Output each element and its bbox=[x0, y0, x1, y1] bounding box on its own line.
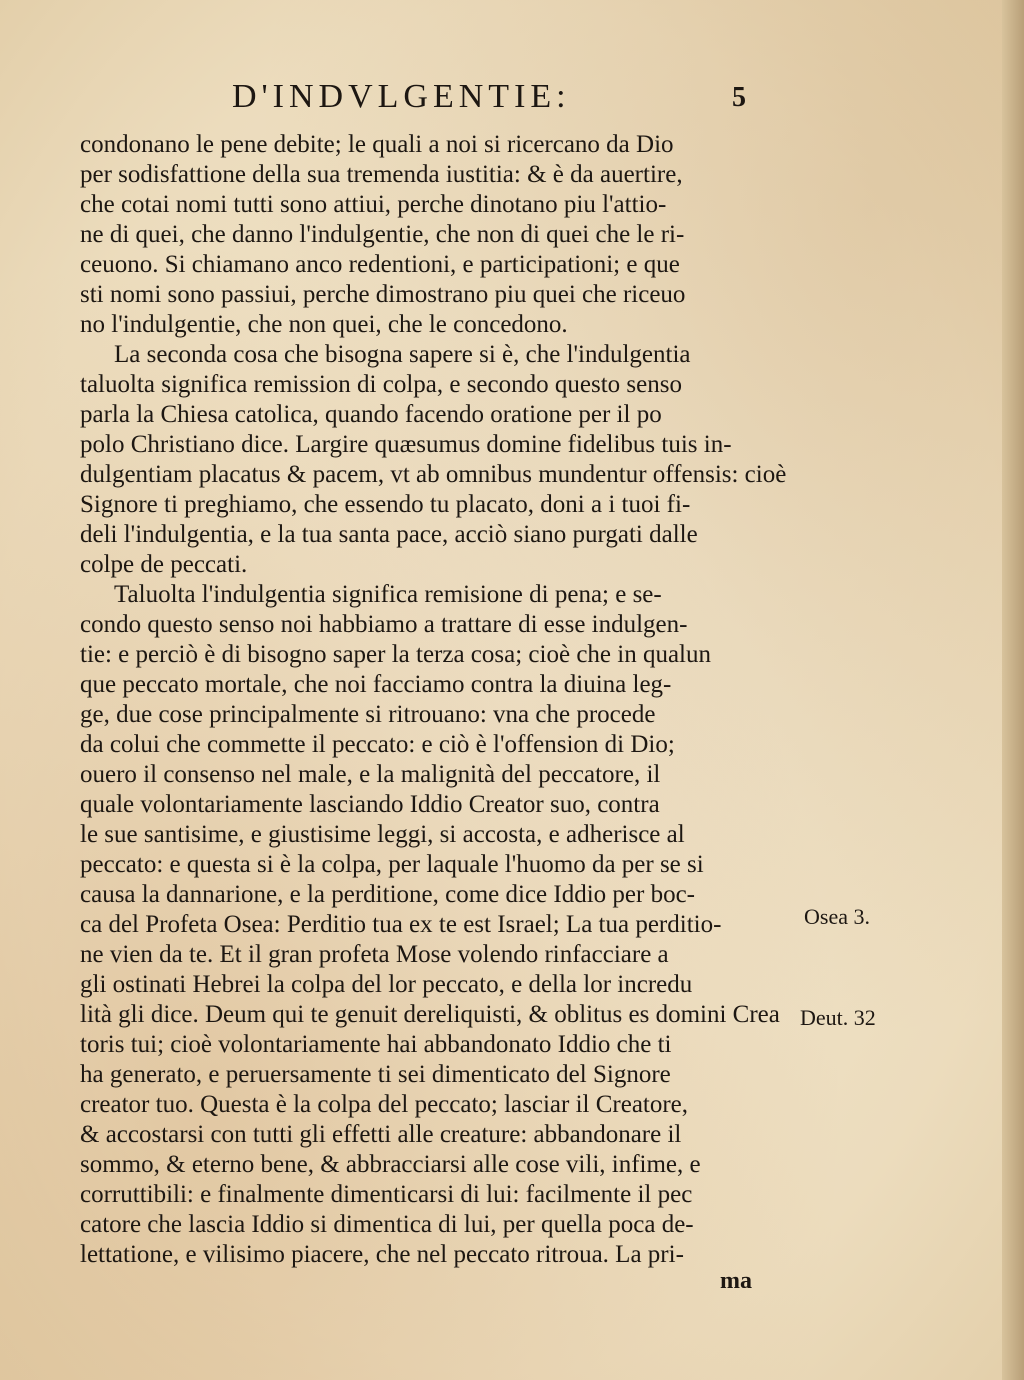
text-line: taluolta significa remission di colpa, e secondo questo senso bbox=[80, 371, 682, 398]
text-line: ceuono. Si chiamano anco redentioni, e participationi; e que bbox=[80, 251, 680, 278]
text-line: lità gli dice. Deum qui te genuit dereliquisti, & oblitus es domini Crea bbox=[80, 1001, 780, 1028]
text-line: parla la Chiesa catolica, quando facendo oratione per il po bbox=[80, 401, 662, 428]
text-line: catore che lascia Iddio si dimentica di lui, per quella poca de- bbox=[80, 1211, 694, 1238]
text-line: no l'indulgentie, che non quei, che le concedono. bbox=[80, 311, 568, 338]
running-head: D'INDVLGENTIE: bbox=[232, 78, 571, 115]
text-line: ouero il consenso nel male, e la malignità del peccatore, il bbox=[80, 761, 661, 788]
text-line: ge, due cose principalmente si ritrouano: vna che procede bbox=[80, 701, 656, 728]
text-line: toris tui; cioè volontariamente hai abbandonato Iddio che ti bbox=[80, 1031, 672, 1058]
text-line: per sodisfattione della sua tremenda iustitia: & è da auertire, bbox=[80, 161, 683, 188]
text-line: condonano le pene debite; le quali a noi si ricercano da Dio bbox=[80, 131, 674, 158]
text-line: creator tuo. Questa è la colpa del peccato; lasciar il Creatore, bbox=[80, 1091, 689, 1118]
catchword: ma bbox=[720, 1268, 752, 1294]
text-line: condo questo senso noi habbiamo a trattare di esse indulgen- bbox=[80, 611, 688, 638]
text-line: deli l'indulgentia, e la tua santa pace, acciò siano purgati dalle bbox=[80, 521, 698, 548]
text-line: ne di quei, che danno l'indulgentie, che non di quei che le ri- bbox=[80, 221, 685, 248]
text-line: da colui che commette il peccato: e ciò è l'offension di Dio; bbox=[80, 731, 675, 758]
text-line: ca del Profeta Osea: Perditio tua ex te est Israel; La tua perditio- bbox=[80, 911, 722, 938]
text-line: ha generato, e peruersamente ti sei dimenticato del Signore bbox=[80, 1061, 671, 1088]
text-line: corruttibili: e finalmente dimenticarsi di lui: facilmente il pec bbox=[80, 1181, 693, 1208]
text-line: sti nomi sono passiui, perche dimostrano piu quei che riceuo bbox=[80, 281, 686, 308]
page-edge bbox=[1002, 0, 1024, 1380]
text-line: La seconda cosa che bisogna sapere si è, che l'indulgentia bbox=[114, 341, 691, 368]
text-line: sommo, & eterno bene, & abbracciarsi alle cose vili, infime, e bbox=[80, 1151, 701, 1178]
text-line: colpe de peccati. bbox=[80, 551, 248, 578]
text-line: causa la dannarione, e la perditione, come dice Iddio per boc- bbox=[80, 881, 696, 908]
text-line: polo Christiano dice. Largire quæsumus domine fidelibus tuis in- bbox=[80, 431, 732, 458]
text-line: peccato: e questa si è la colpa, per laquale l'huomo da per se si bbox=[80, 851, 704, 878]
margin-note-deut: Deut. 32 bbox=[800, 1005, 876, 1030]
text-line: que peccato mortale, che noi facciamo contra la diuina leg- bbox=[80, 671, 672, 698]
text-line: Signore ti preghiamo, che essendo tu placato, doni a i tuoi fi- bbox=[80, 491, 691, 518]
text-line: dulgentiam placatus & pacem, vt ab omnibus mundentur offensis: cioè bbox=[80, 461, 787, 488]
text-line: le sue santisime, e giustisime leggi, si accosta, e adherisce al bbox=[80, 821, 685, 848]
text-line: gli ostinati Hebrei la colpa del lor peccato, e della lor incredu bbox=[80, 971, 693, 998]
text-line: che cotai nomi tutti sono attiui, perche dinotano piu l'attio- bbox=[80, 191, 667, 218]
text-line: quale volontariamente lasciando Iddio Creator suo, contra bbox=[80, 791, 660, 818]
text-line: lettatione, e vilisimo piacere, che nel peccato ritroua. La pri- bbox=[80, 1241, 684, 1268]
text-line: Taluolta l'indulgentia significa remisione di pena; e se- bbox=[114, 581, 662, 608]
text-line: & accostarsi con tutti gli effetti alle creature: abbandonare il bbox=[80, 1121, 682, 1148]
folio-number: 5 bbox=[732, 82, 746, 113]
margin-note-osea: Osea 3. bbox=[804, 904, 870, 929]
page-header bbox=[0, 78, 1024, 118]
text-line: tie: e perciò è di bisogno saper la terza cosa; cioè che in qualun bbox=[80, 641, 711, 668]
body-text bbox=[80, 130, 800, 1270]
text-line: ne vien da te. Et il gran profeta Mose volendo rinfacciare a bbox=[80, 941, 669, 968]
